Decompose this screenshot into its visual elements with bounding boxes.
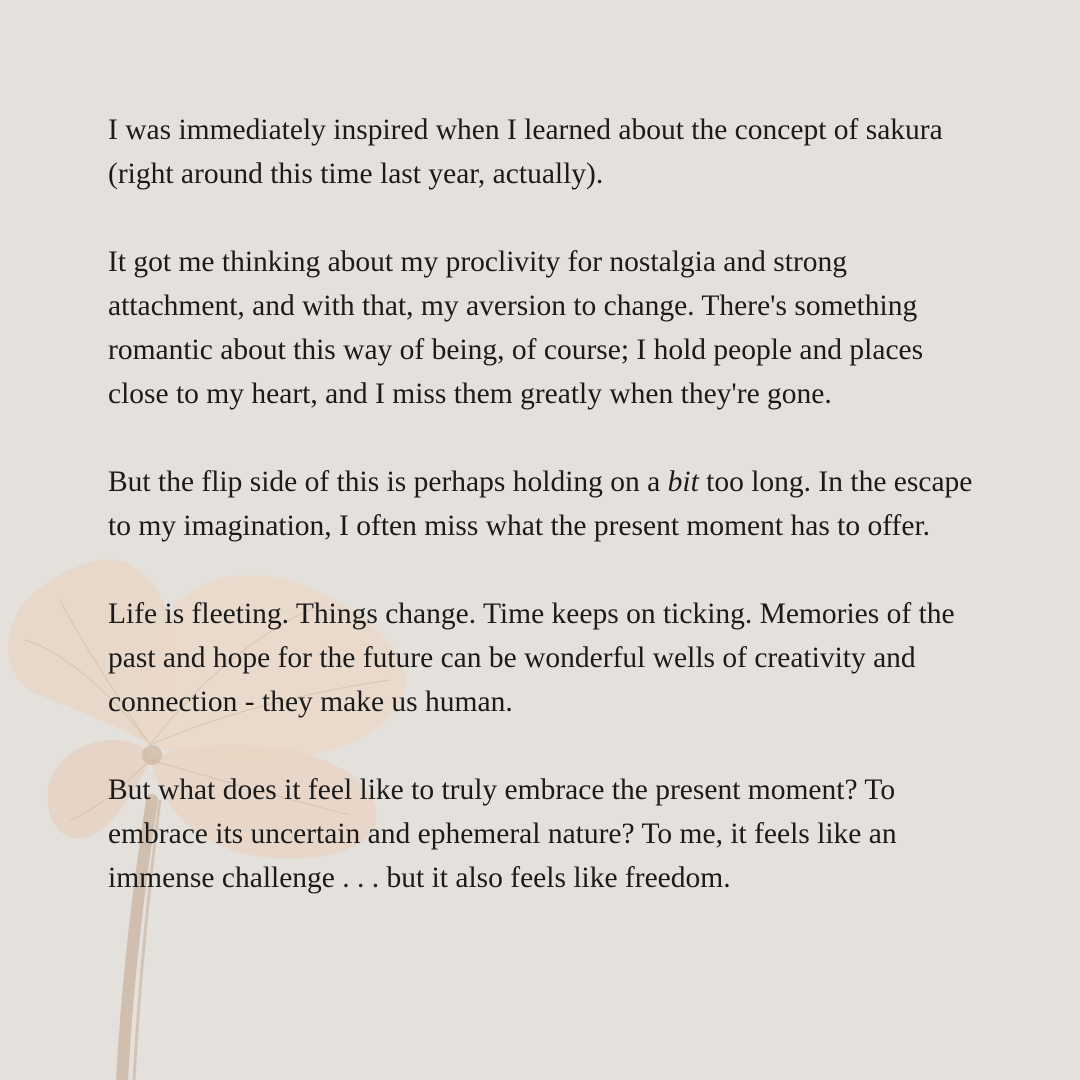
paragraph-5: But what does it feel like to truly embrace the present moment? To embrace its uncertain and ephemeral nature? To me, it feels like an immense challenge . . . but it also feels like freedom. bbox=[108, 774, 897, 894]
paragraph-3-tail: too long. In the escape to my imagination, I often miss what the present moment has to offer. bbox=[108, 466, 973, 542]
paragraph-3-emphasis: bit bbox=[667, 466, 699, 498]
paragraph-3-lead: But the flip side of this is perhaps holding on a bbox=[108, 466, 668, 498]
paragraph-3 bbox=[108, 460, 988, 548]
essay-text bbox=[108, 108, 988, 944]
paragraph-1: I was immediately inspired when I learned about the concept of sakura (right around this time last year, actually). bbox=[108, 114, 943, 190]
paragraph-4: Life is fleeting. Things change. Time keeps on ticking. Memories of the past and hope for the future can be wonderful wells of creativity and connection - they make us human. bbox=[108, 598, 955, 718]
paragraph-2: It got me thinking about my proclivity for nostalgia and strong attachment, and with that, my aversion to change. There's something romantic about this way of being, of course; I hold people and places close to my heart, and I miss them greatly when they're gone. bbox=[108, 246, 924, 410]
